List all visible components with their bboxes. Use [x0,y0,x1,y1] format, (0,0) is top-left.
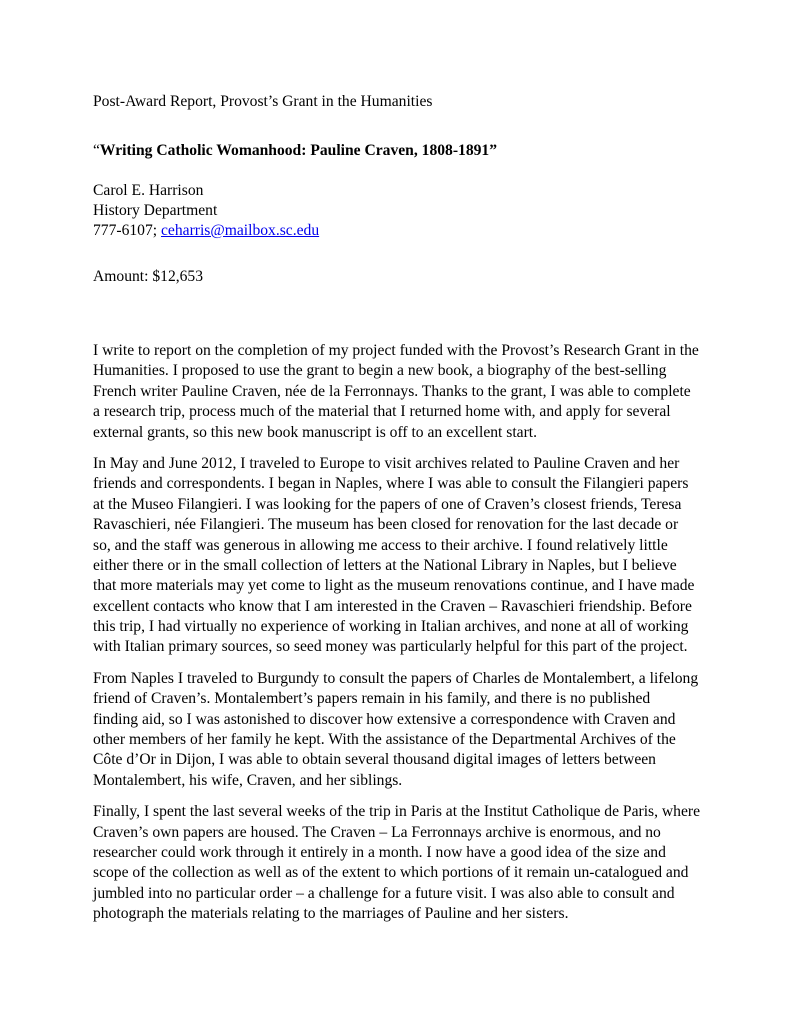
paragraph-1 [93,341,705,443]
author-block [93,181,705,241]
paragraph-line: Montalembert, his wife, Craven, and her siblings. [93,771,403,789]
project-title [93,141,705,161]
author-phone: 777-6107; [93,222,162,239]
paragraph-2 [93,454,705,658]
paragraph-line: friends and correspondents. I began in Naples, where I was able to consult the Filangieri papers [93,475,689,493]
document-page [93,92,705,925]
report-title: Post-Award Report, Provost’s Grant in the Humanities [93,93,433,110]
paragraph-line: at the Museo Filangieri. I was looking for the papers of one of Craven’s closest friends, Teresa [93,495,682,513]
paragraph-3 [93,669,705,791]
paragraph-line: Finally, I spent the last several weeks of the trip in Paris at the Institut Catholique de Paris, where [93,803,701,821]
paragraph-line: I write to report on the completion of my project funded with the Provost’s Research Grant in the [93,342,699,359]
grant-amount: Amount: $12,653 [93,268,204,285]
paragraph-line: that more materials may yet come to light as the museum renovations continue, and I have made [93,577,695,595]
paragraph-line: friend of Craven’s. Montalembert’s papers remain in his family, and there is no published [93,690,651,708]
paragraph-line: external grants, so this new book manuscript is off to an excellent start. [93,423,538,441]
paragraph-line: French writer Pauline Craven, née de la Ferronnays. Thanks to the grant, I was able to complete [93,382,691,400]
paragraph-line: jumbled into no particular order – a challenge for a future visit. I was also able to consult and [93,884,675,902]
paragraph-line: photograph the materials relating to the marriages of Pauline and her sisters. [93,905,569,923]
paragraph-line: Côte d’Or in Dijon, I was able to obtain several thousand digital images of letters between [93,751,656,769]
paragraph-line: Craven’s own papers are housed. The Craven – La Ferronnays archive is enormous, and no [93,823,661,841]
paragraph-line: excellent contacts who know that I am interested in the Craven – Ravaschieri friendship. Before [93,597,692,615]
author-name: Carol E. Harrison [93,182,204,199]
project-title-text: Writing Catholic Womanhood: Pauline Craven, 1808-1891” [99,142,498,159]
paragraph-line: so, and the staff was generous in allowing me access to their archive. I found relatively little [93,536,668,554]
paragraph-line: a research trip, process much of the material that I returned home with, and apply for several [93,403,671,421]
paragraph-line: scope of the collection as well as of the extent to which portions of it remain un-catalogued and [93,864,689,882]
paragraph-line: with Italian primary sources, so seed money was particularly helpful for this part of the project. [93,638,688,656]
paragraph-line: other members of her family he kept. With the assistance of the Departmental Archives of the [93,731,676,749]
paragraph-line: From Naples I traveled to Burgundy to consult the papers of Charles de Montalembert, a lifelong [93,669,699,687]
paragraph-line: this trip, I had virtually no experience of working in Italian archives, and none at all of working [93,618,689,636]
author-department: History Department [93,202,218,219]
project-title-open-quote: “ [93,142,100,159]
paragraph-line: finding aid, so I was astonished to discover how extensive a correspondence with Craven and [93,710,676,728]
paragraph-line: either there or in the small collection of letters at the National Library in Naples, but I believe [93,556,677,574]
paragraph-line: Ravaschieri, née Filangieri. The museum has been closed for renovation for the last decade or [93,516,679,534]
paragraph-line: In May and June 2012, I traveled to Europe to visit archives related to Pauline Craven and her [93,454,680,472]
author-email-link[interactable]: ceharris@mailbox.sc.edu [161,222,320,239]
paragraph-4 [93,802,705,924]
paragraph-line: Humanities. I proposed to use the grant to begin a new book, a biography of the best-selling [93,362,667,380]
author-contact [93,221,705,241]
paragraph-line: researcher could work through it entirely in a month. I now have a good idea of the size and [93,843,666,861]
